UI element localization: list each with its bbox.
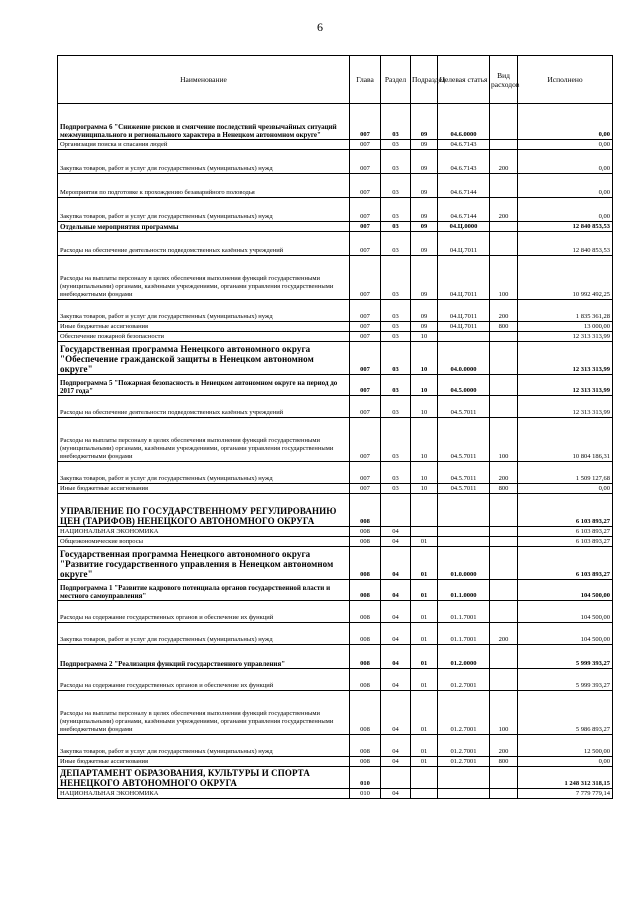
- row-vid: 200: [490, 198, 518, 222]
- row-razdel: 03: [381, 462, 411, 484]
- row-glava: 008: [350, 580, 381, 601]
- row-target: 01.1.7001: [438, 601, 490, 623]
- table-row: [58, 418, 613, 462]
- table-row: [58, 300, 613, 322]
- row-target: 01.0.0000: [438, 547, 490, 580]
- budget-table: [57, 55, 613, 799]
- row-target: 01.2.7001: [438, 691, 490, 735]
- table-row: [58, 494, 613, 527]
- table-row: [58, 396, 613, 418]
- row-razdel: 03: [381, 174, 411, 198]
- row-vid: [490, 601, 518, 623]
- row-glava: 008: [350, 494, 381, 527]
- row-vid: [490, 375, 518, 396]
- row-name: Закупка товаров, работ и услуг для государственных (муниципальных) нужд: [58, 462, 350, 484]
- row-glava: 007: [350, 342, 381, 375]
- table-row: [58, 462, 613, 484]
- row-razdel: 03: [381, 484, 411, 494]
- row-vid: 100: [490, 691, 518, 735]
- row-vid: 800: [490, 484, 518, 494]
- row-razdel: 04: [381, 537, 411, 547]
- row-target: 04.6.7144: [438, 198, 490, 222]
- row-target: 04.5.7011: [438, 462, 490, 484]
- table-row: [58, 150, 613, 174]
- header-ispolneno: Исполнено: [518, 56, 613, 104]
- row-glava: 008: [350, 537, 381, 547]
- header-vid: Вид расходов: [490, 56, 518, 104]
- row-podrazdel: 09: [411, 232, 438, 256]
- row-name: ДЕПАРТАМЕНТ ОБРАЗОВАНИЯ, КУЛЬТУРЫ И СПОРТА НЕНЕЦКОГО АВТОНОМНОГО ОКРУГА: [58, 767, 350, 789]
- row-podrazdel: 01: [411, 537, 438, 547]
- row-name: Закупка товаров, работ и услуг для государственных (муниципальных) нужд: [58, 735, 350, 757]
- row-value: 12 313 313,99: [518, 375, 613, 396]
- row-target: [438, 527, 490, 537]
- row-name: Подпрограмма 1 "Развитие кадрового потенциала органов государственной власти и местного самоуправления": [58, 580, 350, 601]
- row-razdel: 03: [381, 322, 411, 332]
- table-row: [58, 140, 613, 150]
- row-glava: 010: [350, 767, 381, 789]
- table-row: [58, 537, 613, 547]
- row-razdel: 04: [381, 691, 411, 735]
- row-target: 01.2.7001: [438, 735, 490, 757]
- row-target: 04.6.7143: [438, 140, 490, 150]
- row-value: 12 313 313,99: [518, 342, 613, 375]
- row-vid: 200: [490, 462, 518, 484]
- row-vid: 100: [490, 418, 518, 462]
- row-glava: 007: [350, 174, 381, 198]
- row-vid: [490, 140, 518, 150]
- row-vid: [490, 232, 518, 256]
- row-podrazdel: 10: [411, 342, 438, 375]
- row-glava: 008: [350, 623, 381, 645]
- row-glava: 007: [350, 198, 381, 222]
- row-podrazdel: 10: [411, 332, 438, 342]
- row-vid: [490, 537, 518, 547]
- table-row: [58, 601, 613, 623]
- row-value: 6 103 893,27: [518, 537, 613, 547]
- row-target: 04.Ц.7011: [438, 300, 490, 322]
- row-value: 104 500,00: [518, 623, 613, 645]
- row-target: 01.1.0000: [438, 580, 490, 601]
- row-razdel: 03: [381, 375, 411, 396]
- row-vid: 200: [490, 150, 518, 174]
- table-row: [58, 104, 613, 140]
- table-row: [58, 580, 613, 601]
- row-podrazdel: [411, 767, 438, 789]
- row-name: Государственная программа Ненецкого автономного округа "Обеспечение гражданской защиты в Ненецком автономном округе": [58, 342, 350, 375]
- row-name: Подпрограмма 2 "Реализация функций государственного управления": [58, 645, 350, 669]
- row-podrazdel: [411, 494, 438, 527]
- row-target: 04.5.0000: [438, 375, 490, 396]
- row-vid: 100: [490, 256, 518, 300]
- row-name: Иные бюджетные ассигнования: [58, 322, 350, 332]
- row-target: 04.Ц.0000: [438, 222, 490, 232]
- row-razdel: 03: [381, 256, 411, 300]
- row-value: 0,00: [518, 104, 613, 140]
- row-podrazdel: 10: [411, 418, 438, 462]
- row-name: Расходы на обеспечение деятельности подведомственных казённых учреждений: [58, 232, 350, 256]
- row-podrazdel: 10: [411, 484, 438, 494]
- row-glava: 008: [350, 669, 381, 691]
- row-value: 10 992 492,25: [518, 256, 613, 300]
- row-glava: 007: [350, 332, 381, 342]
- row-value: 5 986 893,27: [518, 691, 613, 735]
- table-row: [58, 222, 613, 232]
- row-target: 04.Ц.7011: [438, 256, 490, 300]
- row-razdel: 04: [381, 623, 411, 645]
- row-glava: 007: [350, 150, 381, 174]
- row-target: 04.6.7143: [438, 150, 490, 174]
- row-target: 04.Ц.7011: [438, 232, 490, 256]
- row-target: 01.2.0000: [438, 645, 490, 669]
- row-razdel: [381, 494, 411, 527]
- row-vid: 200: [490, 735, 518, 757]
- table-row: [58, 232, 613, 256]
- row-glava: 007: [350, 396, 381, 418]
- row-value: 0,00: [518, 174, 613, 198]
- row-vid: [490, 580, 518, 601]
- row-target: 01.2.7001: [438, 757, 490, 767]
- row-podrazdel: 01: [411, 691, 438, 735]
- row-value: 12 313 313,99: [518, 332, 613, 342]
- row-value: 5 999 393,27: [518, 645, 613, 669]
- row-value: 104 500,00: [518, 601, 613, 623]
- row-razdel: 03: [381, 150, 411, 174]
- row-razdel: 04: [381, 669, 411, 691]
- row-value: 12 500,00: [518, 735, 613, 757]
- table-row: [58, 691, 613, 735]
- row-glava: 007: [350, 140, 381, 150]
- row-name: НАЦИОНАЛЬНАЯ ЭКОНОМИКА: [58, 527, 350, 537]
- row-podrazdel: 01: [411, 669, 438, 691]
- row-razdel: 03: [381, 232, 411, 256]
- row-target: 01.1.7001: [438, 623, 490, 645]
- row-podrazdel: 09: [411, 322, 438, 332]
- row-vid: [490, 342, 518, 375]
- row-vid: [490, 396, 518, 418]
- table-row: [58, 332, 613, 342]
- row-podrazdel: 09: [411, 140, 438, 150]
- row-podrazdel: 09: [411, 150, 438, 174]
- row-vid: [490, 767, 518, 789]
- row-target: 04.5.7011: [438, 418, 490, 462]
- row-razdel: 03: [381, 418, 411, 462]
- header-target: Целевая статья: [438, 56, 490, 104]
- row-podrazdel: 01: [411, 547, 438, 580]
- table-row: [58, 484, 613, 494]
- row-podrazdel: 09: [411, 256, 438, 300]
- row-razdel: 04: [381, 735, 411, 757]
- row-podrazdel: 09: [411, 222, 438, 232]
- table-row: [58, 322, 613, 332]
- table-row: [58, 645, 613, 669]
- row-value: 104 500,00: [518, 580, 613, 601]
- row-name: Подпрограмма 5 "Пожарная безопасность в Ненецком автономном округе на период до 2017 года": [58, 375, 350, 396]
- table-header-row: [58, 56, 613, 104]
- row-razdel: 04: [381, 645, 411, 669]
- header-razdel: Раздел: [381, 56, 411, 104]
- row-name: Иные бюджетные ассигнования: [58, 757, 350, 767]
- header-glava: Глава: [350, 56, 381, 104]
- table-row: [58, 757, 613, 767]
- row-value: 1 509 127,68: [518, 462, 613, 484]
- row-value: 0,00: [518, 484, 613, 494]
- table-row: [58, 198, 613, 222]
- row-value: 6 103 893,27: [518, 547, 613, 580]
- row-razdel: [381, 767, 411, 789]
- row-target: [438, 537, 490, 547]
- row-glava: 007: [350, 300, 381, 322]
- table-row: [58, 767, 613, 789]
- row-target: 01.2.7001: [438, 669, 490, 691]
- row-glava: 007: [350, 104, 381, 140]
- row-name: Государственная программа Ненецкого автономного округа "Развитие государственного управления в Ненецком автономном округе": [58, 547, 350, 580]
- row-vid: 800: [490, 757, 518, 767]
- row-target: [438, 789, 490, 799]
- row-glava: 007: [350, 322, 381, 332]
- row-value: 12 840 853,53: [518, 232, 613, 256]
- row-vid: [490, 547, 518, 580]
- row-value: 1 248 312 318,15: [518, 767, 613, 789]
- row-glava: 007: [350, 462, 381, 484]
- row-value: 0,00: [518, 757, 613, 767]
- row-name: Закупка товаров, работ и услуг для государственных (муниципальных) нужд: [58, 300, 350, 322]
- row-name: УПРАВЛЕНИЕ ПО ГОСУДАРСТВЕННОМУ РЕГУЛИРОВАНИЮ ЦЕН (ТАРИФОВ) НЕНЕЦКОГО АВТОНОМНОГО ОКРУГА: [58, 494, 350, 527]
- row-value: 13 000,00: [518, 322, 613, 332]
- header-name: Наименование: [58, 56, 350, 104]
- row-vid: [490, 669, 518, 691]
- row-name: Расходы на содержание государственных органов и обеспечение их функций: [58, 669, 350, 691]
- row-name: Закупка товаров, работ и услуг для государственных (муниципальных) нужд: [58, 623, 350, 645]
- row-name: НАЦИОНАЛЬНАЯ ЭКОНОМИКА: [58, 789, 350, 799]
- row-target: [438, 332, 490, 342]
- row-vid: [490, 645, 518, 669]
- row-glava: 008: [350, 527, 381, 537]
- row-podrazdel: 09: [411, 198, 438, 222]
- row-name: Подпрограмма 6 "Снижение рисков и смягчение последствий чрезвычайных ситуаций межмуниципального и регионального характера в Ненецком автономном округе": [58, 104, 350, 140]
- row-glava: 010: [350, 789, 381, 799]
- row-glava: 007: [350, 418, 381, 462]
- table-row: [58, 256, 613, 300]
- row-podrazdel: 01: [411, 601, 438, 623]
- row-value: 0,00: [518, 150, 613, 174]
- row-name: Мероприятия по подготовке к прохождению безаварийного половодья: [58, 174, 350, 198]
- table-row: [58, 375, 613, 396]
- row-vid: [490, 104, 518, 140]
- row-target: 04.5.7011: [438, 396, 490, 418]
- row-razdel: 04: [381, 527, 411, 537]
- table-row: [58, 623, 613, 645]
- row-vid: [490, 527, 518, 537]
- row-vid: 200: [490, 300, 518, 322]
- row-target: 04.Ц.7011: [438, 322, 490, 332]
- row-razdel: 03: [381, 396, 411, 418]
- row-podrazdel: 09: [411, 104, 438, 140]
- row-podrazdel: 01: [411, 735, 438, 757]
- row-glava: 008: [350, 691, 381, 735]
- table-row: [58, 174, 613, 198]
- page-number: 6: [317, 20, 323, 34]
- row-value: 1 835 361,28: [518, 300, 613, 322]
- row-vid: [490, 174, 518, 198]
- row-name: Закупка товаров, работ и услуг для государственных (муниципальных) нужд: [58, 150, 350, 174]
- row-glava: 007: [350, 375, 381, 396]
- row-vid: 800: [490, 322, 518, 332]
- row-glava: 008: [350, 757, 381, 767]
- table-row: [58, 547, 613, 580]
- row-razdel: 04: [381, 757, 411, 767]
- row-target: 04.6.7144: [438, 174, 490, 198]
- row-value: 12 840 853,53: [518, 222, 613, 232]
- row-podrazdel: 01: [411, 580, 438, 601]
- row-value: 6 103 893,27: [518, 494, 613, 527]
- row-razdel: 03: [381, 300, 411, 322]
- row-value: 5 999 393,27: [518, 669, 613, 691]
- row-vid: 200: [490, 623, 518, 645]
- row-podrazdel: 01: [411, 623, 438, 645]
- row-glava: 007: [350, 484, 381, 494]
- row-target: [438, 494, 490, 527]
- row-value: 0,00: [518, 140, 613, 150]
- row-podrazdel: 01: [411, 757, 438, 767]
- row-name: Общеэкономические вопросы: [58, 537, 350, 547]
- row-podrazdel: 10: [411, 375, 438, 396]
- row-razdel: 03: [381, 198, 411, 222]
- row-vid: [490, 789, 518, 799]
- row-razdel: 04: [381, 580, 411, 601]
- row-vid: [490, 494, 518, 527]
- row-razdel: 04: [381, 789, 411, 799]
- row-podrazdel: 10: [411, 462, 438, 484]
- row-podrazdel: [411, 789, 438, 799]
- row-name: Расходы на выплаты персоналу в целях обеспечения выполнения функций государственными (муниципальными) органами, казёнными учреждениями, органами управления государственными внебюджетными фондами: [58, 691, 350, 735]
- row-glava: 008: [350, 601, 381, 623]
- row-name: Расходы на выплаты персоналу в целях обеспечения выполнения функций государственными (муниципальными) органами, казёнными учреждениями, органами управления государственными внебюджетными фондами: [58, 418, 350, 462]
- row-value: 12 313 313,99: [518, 396, 613, 418]
- header-podrazdel: Подраздел: [411, 56, 438, 104]
- row-name: Расходы на содержание государственных органов и обеспечение их функций: [58, 601, 350, 623]
- row-glava: 007: [350, 256, 381, 300]
- row-value: 10 804 186,31: [518, 418, 613, 462]
- row-name: Расходы на обеспечение деятельности подведомственных казённых учреждений: [58, 396, 350, 418]
- table-row: [58, 342, 613, 375]
- row-razdel: 03: [381, 104, 411, 140]
- row-name: Закупка товаров, работ и услуг для государственных (муниципальных) нужд: [58, 198, 350, 222]
- row-name: Организация поиска и спасания людей: [58, 140, 350, 150]
- row-name: Расходы на выплаты персоналу в целях обеспечения выполнения функций государственными (муниципальными) органами, казёнными учреждениями, органами управления государственными внебюджетными фондами: [58, 256, 350, 300]
- row-name: Иные бюджетные ассигнования: [58, 484, 350, 494]
- row-razdel: 04: [381, 601, 411, 623]
- row-glava: 007: [350, 232, 381, 256]
- row-target: 04.0.0000: [438, 342, 490, 375]
- row-name: Обеспечение пожарной безопасности: [58, 332, 350, 342]
- table-row: [58, 669, 613, 691]
- table-row: [58, 735, 613, 757]
- row-value: 7 779 779,14: [518, 789, 613, 799]
- row-podrazdel: 10: [411, 396, 438, 418]
- row-razdel: 03: [381, 332, 411, 342]
- row-target: 04.5.7011: [438, 484, 490, 494]
- row-razdel: 03: [381, 342, 411, 375]
- row-target: 04.6.0000: [438, 104, 490, 140]
- row-vid: [490, 332, 518, 342]
- row-podrazdel: 09: [411, 174, 438, 198]
- row-podrazdel: [411, 527, 438, 537]
- row-value: 0,00: [518, 198, 613, 222]
- row-glava: 008: [350, 547, 381, 580]
- row-razdel: 03: [381, 140, 411, 150]
- row-name: Отдельные мероприятия программы: [58, 222, 350, 232]
- row-razdel: 03: [381, 222, 411, 232]
- row-glava: 007: [350, 222, 381, 232]
- row-podrazdel: 09: [411, 300, 438, 322]
- table-row: [58, 789, 613, 799]
- row-target: [438, 767, 490, 789]
- row-razdel: 04: [381, 547, 411, 580]
- row-glava: 008: [350, 645, 381, 669]
- row-value: 6 103 893,27: [518, 527, 613, 537]
- row-vid: [490, 222, 518, 232]
- row-glava: 008: [350, 735, 381, 757]
- row-podrazdel: 01: [411, 645, 438, 669]
- table-row: [58, 527, 613, 537]
